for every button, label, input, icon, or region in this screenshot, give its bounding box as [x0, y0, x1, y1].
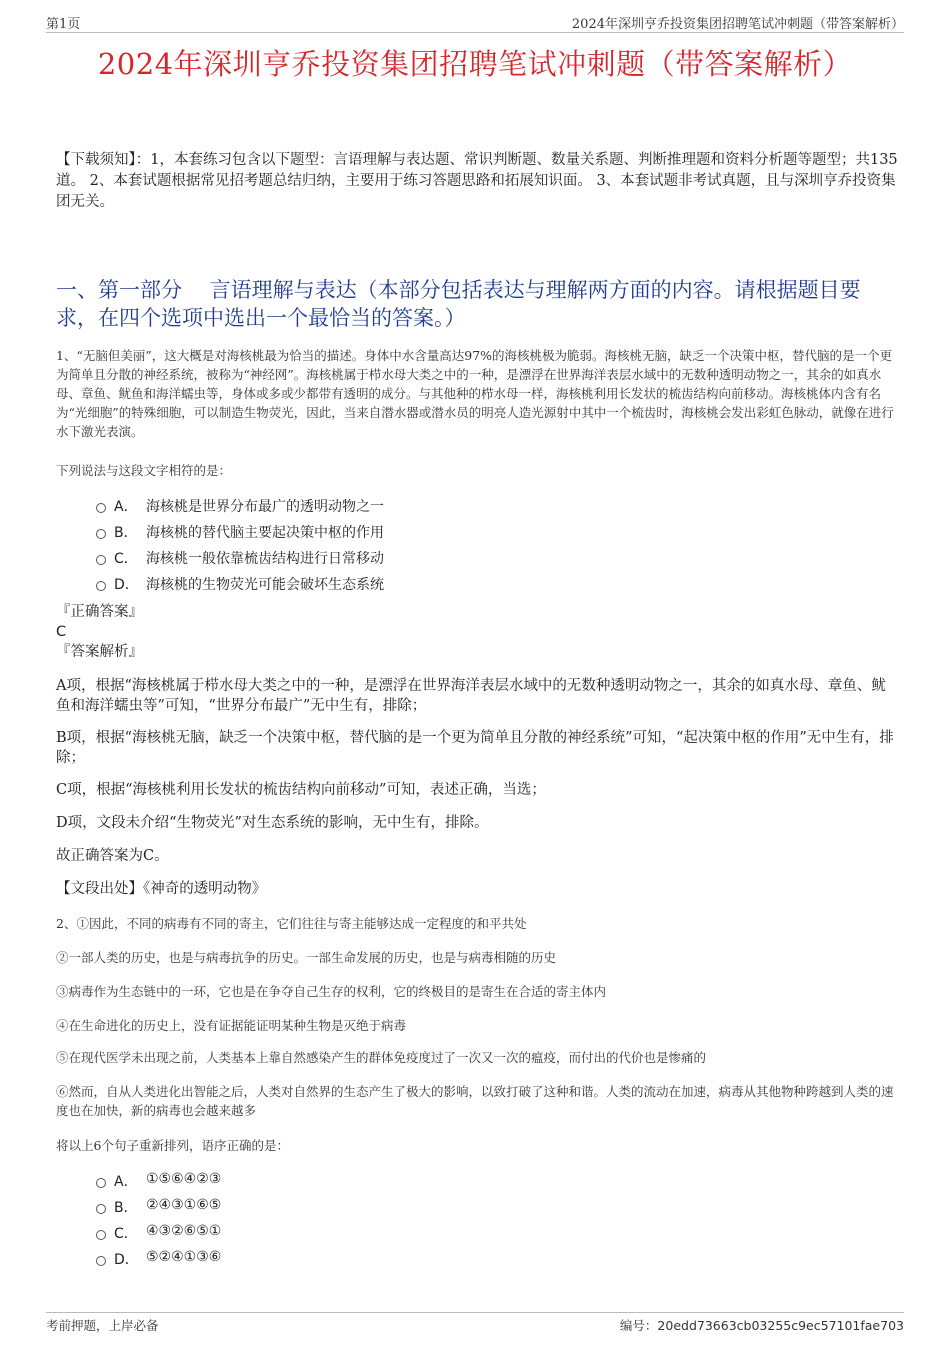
- q2-option-a[interactable]: A． ①⑤⑥④②③: [96, 1170, 896, 1196]
- radio-icon[interactable]: [96, 529, 106, 539]
- section-heading: 一、第一部分 言语理解与表达（本部分包括表达与理解两方面的内容。请根据题目要求，在四个选项中选出一个最恰当的答案。）: [56, 278, 861, 330]
- page-title: 2024年深圳亨乔投资集团招聘笔试冲刺题（带答案解析）: [97, 47, 853, 81]
- q1-option-a[interactable]: A． 海核桃是世界分布最广的透明动物之一: [96, 495, 896, 521]
- radio-icon[interactable]: [96, 1178, 106, 1188]
- source-citation: 【文段出处】《神奇的透明动物》: [56, 881, 267, 897]
- radio-icon[interactable]: [96, 1204, 106, 1214]
- analysis-conclusion: 故正确答案为C。: [56, 848, 169, 864]
- q2-sentence-1: 2、①因此，不同的病毒有不同的寄主，它们往往与寄主能够达成一定程度的和平共处: [56, 916, 527, 931]
- analysis-b: B项，根据“海核桃无脑，缺乏一个决策中枢，替代脑的是一个更为简单且分散的神经系统”可知，“起决策中枢的作用”无中生有，排除；: [56, 730, 894, 766]
- radio-icon[interactable]: [96, 1256, 106, 1266]
- answer-label: 『正确答案』: [56, 604, 143, 620]
- header-doc-title: 2024年深圳亨乔投资集团招聘笔试冲刺题（带答案解析）: [571, 17, 904, 32]
- analysis-d: D项，文段未介绍“生物荧光”对生态系统的影响，无中生有，排除。: [56, 815, 489, 831]
- footer-slogan: 考前押题，上岸必备: [46, 1318, 159, 1333]
- download-notice: 【下载须知】：1，本套练习包含以下题型：言语理解与表达题、常识判断题、数量关系题、判断推理题和资料分析题等题型；共135道。 2、本套试题根据常见招考题总结归纳，主要用于练习答题思路和拓展知识面。 3、本套试题非考试真题，且与深圳亨乔投资集团无关。: [56, 152, 898, 210]
- q1-option-b[interactable]: B． 海核桃的替代脑主要起决策中枢的作用: [96, 521, 896, 547]
- q2-sentence-2: ②一部人类的历史，也是与病毒抗争的历史。一部生命发展的历史，也是与病毒相随的历史: [56, 950, 557, 965]
- page-header: [46, 10, 904, 33]
- q2-prompt: 将以上6个句子重新排列，语序正确的是：: [56, 1138, 289, 1153]
- analysis-a: A项，根据“海核桃属于栉水母大类之中的一种，是漂浮在世界海洋表层水域中的无数种透明动物之一，其余的如真水母、章鱼、鱿鱼和海洋蠕虫等”可知，“世界分布最广”无中生有，排除；: [56, 678, 886, 714]
- q1-stem: 1、“无脑但美丽”，这大概是对海核桃最为恰当的描述。身体中水含量高达97%的海核桃极为脆弱。海核桃无脑，缺乏一个决策中枢，替代脑的是一个更为简单且分散的神经系统，被称为“神经网”。海核桃属于栉水母大类之中的一种，是漂浮在世界海洋表层水域中的无数种透明动物之一，其余的如真水母、章鱼、鱿鱼和海洋蠕虫等，身体或多或少都带有透明的成分。与其他种的栉水母一样，海核桃利用长发状的梳齿结构向前移动。海核桃体内含有名为“光细胞”的特殊细胞，可以制造生物荧光，因此，当来自潜水器或潜水员的明亮人造光源射中其中一个梳齿时，海核桃会发出彩虹色脉动，就像在进行水下激光表演。: [56, 348, 894, 439]
- q1-option-c[interactable]: C． 海核桃一般依靠梳齿结构进行日常移动: [96, 547, 896, 573]
- q2-sentence-3: ③病毒作为生态链中的一环，它也是在争夺自己生存的权利，它的终极目的是寄生在合适的寄主体内: [56, 984, 607, 999]
- radio-icon[interactable]: [96, 1230, 106, 1240]
- q2-option-c[interactable]: C． ④③②⑥⑤①: [96, 1222, 896, 1248]
- q1-prompt: 下列说法与这段文字相符的是：: [56, 463, 232, 478]
- radio-icon[interactable]: [96, 555, 106, 565]
- analysis-label: 『答案解析』: [56, 644, 143, 660]
- q2-sentence-4: ④在生命进化的历史上，没有证据能证明某种生物是灭绝于病毒: [56, 1018, 407, 1033]
- page-footer: [46, 1312, 904, 1335]
- document-code: 编号：20edd73663cb03255c9ec57101fae703: [619, 1318, 904, 1333]
- q2-sentence-5: ⑤在现代医学未出现之前，人类基本上靠自然感染产生的群体免疫度过了一次又一次的瘟疫，而付出的代价也是惨痛的: [56, 1050, 707, 1065]
- q2-option-d[interactable]: D． ⑤②④①③⑥: [96, 1248, 896, 1274]
- correct-answer: C: [56, 624, 67, 640]
- q1-option-d[interactable]: D． 海核桃的生物荧光可能会破坏生态系统: [96, 573, 896, 599]
- analysis-c: C项，根据“海核桃利用长发状的梳齿结构向前移动”可知，表述正确，当选；: [56, 782, 546, 798]
- q2-sentence-6: ⑥然而，自从人类进化出智能之后，人类对自然界的生态产生了极大的影响，以致打破了这种和谐。人类的流动在加速，病毒从其他物种跨越到人类的速度也在加快，新的病毒也会越来越多: [56, 1084, 894, 1118]
- q2-options: [96, 1170, 896, 1274]
- radio-icon[interactable]: [96, 503, 106, 513]
- page-number: 第1页: [46, 17, 81, 32]
- radio-icon[interactable]: [96, 581, 106, 591]
- q2-option-b[interactable]: B． ②④③①⑥⑤: [96, 1196, 896, 1222]
- q1-options: [96, 495, 896, 599]
